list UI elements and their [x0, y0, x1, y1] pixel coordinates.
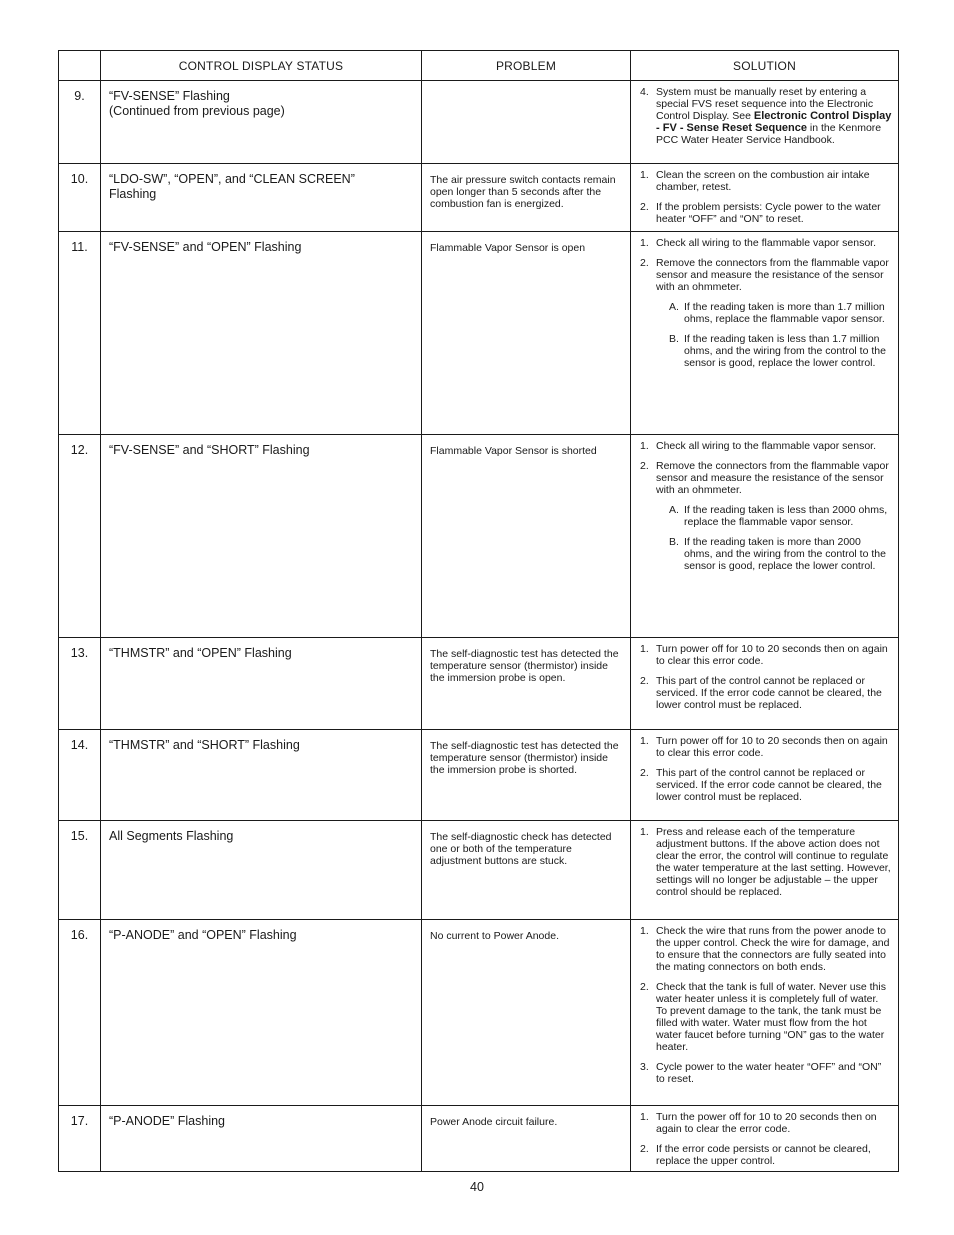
- status-line: “THMSTR” and “OPEN” Flashing: [109, 646, 292, 660]
- status-line: “FV-SENSE” and “SHORT” Flashing: [109, 443, 310, 457]
- control-display-status: [101, 821, 422, 920]
- header-solution: SOLUTION: [631, 51, 899, 81]
- solution-text-main: Turn power off for 10 to 20 seconds then on again to clear this error code.: [656, 643, 888, 667]
- solution-item: [637, 925, 892, 973]
- header-row: [59, 51, 899, 81]
- control-display-status: [101, 232, 422, 435]
- subitem-text: If the reading taken is less than 1.7 million ohms, and the wiring from the control to the sensor is good, replace the lower control.: [684, 333, 886, 369]
- subitem-text: If the reading taken is more than 2000 ohms, and the wiring from the control to the sensor is good, replace the lower control.: [684, 536, 886, 572]
- status-line: “THMSTR” and “SHORT” Flashing: [109, 738, 300, 752]
- page-number: 40: [470, 1180, 484, 1194]
- solution-reference: Electronic Control Display - FV - Sense Reset Sequence: [656, 110, 892, 134]
- table-row: [59, 435, 899, 638]
- status-line: All Segments Flashing: [109, 829, 234, 843]
- subitem-letter: A.: [669, 504, 679, 516]
- solution-item: [637, 643, 892, 667]
- solution-text-main: If the problem persists: Cycle power to the water heater “OFF” and “ON” to reset.: [656, 201, 881, 225]
- solution-cell: [631, 81, 899, 164]
- solution-text-main: Check that the tank is full of water. Never use this water heater unless it is completely full of water. To prevent damage to the tank, the tank must be filled with water. Water must flow from the hot water faucet before turning “ON” gas to the water heater.: [656, 981, 886, 1053]
- row-number: 11.: [59, 232, 101, 435]
- problem-text: [422, 81, 631, 164]
- solution-item: [637, 981, 892, 1053]
- problem-text: The air pressure switch contacts remain open longer than 5 seconds after the combustion fan is energized.: [422, 164, 631, 232]
- solution-text-main: Check all wiring to the flammable vapor sensor.: [656, 440, 877, 452]
- problem-text: Flammable Vapor Sensor is open: [422, 232, 631, 435]
- problem-text: The self-diagnostic test has detected the temperature sensor (thermistor) inside the immersion probe is open.: [422, 638, 631, 730]
- table-row: [59, 920, 899, 1106]
- solution-text-main: Turn the power off for 10 to 20 seconds then on again to clear the error code.: [656, 1111, 877, 1135]
- solution-number: 1.: [640, 925, 649, 937]
- problem-text: No current to Power Anode.: [422, 920, 631, 1106]
- subitem-letter: A.: [669, 301, 679, 313]
- solution-text: [656, 643, 892, 667]
- solution-text: [656, 169, 892, 193]
- solution-text: [656, 767, 892, 803]
- solution-text: [656, 1111, 892, 1135]
- row-number: 15.: [59, 821, 101, 920]
- solution-subitem: [666, 301, 892, 325]
- solution-cell: [631, 920, 899, 1106]
- solution-text-main: Check all wiring to the flammable vapor sensor.: [656, 237, 877, 249]
- status-line: “P-ANODE” and “OPEN” Flashing: [109, 928, 297, 942]
- control-display-status: [101, 435, 422, 638]
- status-line: “LDO-SW”, “OPEN”, and “CLEAN SCREEN”: [109, 172, 355, 186]
- solution-number: 1.: [640, 643, 649, 655]
- control-display-status: [101, 81, 422, 164]
- solution-cell: [631, 730, 899, 821]
- solution-number: 2.: [640, 981, 649, 993]
- problem-text: Power Anode circuit failure.: [422, 1106, 631, 1172]
- header-problem: PROBLEM: [422, 51, 631, 81]
- row-number: 17.: [59, 1106, 101, 1172]
- status-line: “FV-SENSE” Flashing: [109, 89, 230, 103]
- troubleshooting-table: [58, 50, 899, 1172]
- header-control-display-status: CONTROL DISPLAY STATUS: [101, 51, 422, 81]
- solution-item: [637, 767, 892, 803]
- solution-text: [656, 925, 892, 973]
- solution-text-main: Turn power off for 10 to 20 seconds then on again to clear this error code.: [656, 735, 888, 759]
- solution-number: 1.: [640, 237, 649, 249]
- solution-text: [656, 1061, 892, 1085]
- row-number: 12.: [59, 435, 101, 638]
- solution-item: [637, 1111, 892, 1135]
- solution-number: 3.: [640, 1061, 649, 1073]
- solution-number: 1.: [640, 735, 649, 747]
- solution-text: [656, 86, 892, 146]
- table-row: [59, 730, 899, 821]
- table-row: [59, 1106, 899, 1172]
- status-line: (Continued from previous page): [109, 104, 285, 118]
- row-number: 14.: [59, 730, 101, 821]
- solution-item: [637, 169, 892, 193]
- solution-subitem: [666, 536, 892, 572]
- solution-item: [637, 201, 892, 225]
- solution-item: [637, 86, 892, 146]
- solution-number: 4.: [640, 86, 649, 98]
- solution-text-main: This part of the control cannot be replaced or serviced. If the error code cannot be cleared, the lower control must be replaced.: [656, 675, 882, 711]
- solution-cell: [631, 435, 899, 638]
- table-row: [59, 232, 899, 435]
- solution-item: [637, 440, 892, 452]
- solution-item: [637, 257, 892, 369]
- solution-cell: [631, 638, 899, 730]
- table-row: [59, 821, 899, 920]
- solution-text-main: Clean the screen on the combustion air intake chamber, retest.: [656, 169, 870, 193]
- solution-text: [656, 460, 892, 572]
- solution-item: [637, 1061, 892, 1085]
- solution-text-main: Check the wire that runs from the power anode to the upper control. Check the wire for damage, and to ensure that the connectors are fully seated into the mating connectors on both ends.: [656, 925, 890, 973]
- solution-text: [656, 1143, 892, 1167]
- solution-item: [637, 675, 892, 711]
- solution-item: [637, 826, 892, 898]
- solution-text-tail: in the Kenmore PCC Water Heater Service Handbook.: [656, 122, 882, 146]
- solution-number: 1.: [640, 169, 649, 181]
- subitem-letter: B.: [669, 536, 679, 548]
- status-line: “FV-SENSE” and “OPEN” Flashing: [109, 240, 302, 254]
- solution-text: [656, 440, 892, 452]
- solution-cell: [631, 1106, 899, 1172]
- solution-text-main: Press and release each of the temperature adjustment buttons. If the above action does not clear the error, the control will continue to regulate the water temperature at the last setting. However, settings will no longer be adjustable – the upper control should be replaced.: [656, 826, 891, 898]
- solution-text: [656, 826, 892, 898]
- solution-number: 1.: [640, 440, 649, 452]
- table-row: [59, 638, 899, 730]
- table-row: [59, 164, 899, 232]
- solution-text-main: This part of the control cannot be replaced or serviced. If the error code cannot be cleared, the lower control must be replaced.: [656, 767, 882, 803]
- solution-number: 2.: [640, 767, 649, 779]
- row-number: 9.: [59, 81, 101, 164]
- subitem-text: If the reading taken is more than 1.7 million ohms, replace the flammable vapor sensor.: [684, 301, 885, 325]
- solution-number: 1.: [640, 826, 649, 838]
- control-display-status: [101, 920, 422, 1106]
- solution-subitem: [666, 504, 892, 528]
- solution-number: 2.: [640, 201, 649, 213]
- header-number: [59, 51, 101, 81]
- status-line: Flashing: [109, 187, 157, 201]
- row-number: 16.: [59, 920, 101, 1106]
- solution-subitem: [666, 333, 892, 369]
- solution-text-main: Cycle power to the water heater “OFF” and “ON” to reset.: [656, 1061, 882, 1085]
- solution-number: 1.: [640, 1111, 649, 1123]
- solution-text: [656, 257, 892, 369]
- solution-item: [637, 460, 892, 572]
- subitem-text: If the reading taken is less than 2000 ohms, replace the flammable vapor sensor.: [684, 504, 888, 528]
- solution-text: [656, 675, 892, 711]
- solution-number: 2.: [640, 1143, 649, 1155]
- problem-text: The self-diagnostic check has detected one or both of the temperature adjustment buttons are stuck.: [422, 821, 631, 920]
- solution-cell: [631, 821, 899, 920]
- solution-text-main: System must be manually reset by entering a special FVS reset sequence into the Electronic Control Display. See: [656, 86, 874, 122]
- control-display-status: [101, 1106, 422, 1172]
- control-display-status: [101, 730, 422, 821]
- solution-text: [656, 735, 892, 759]
- solution-text-main: Remove the connectors from the flammable vapor sensor and measure the resistance of the sensor with an ohmmeter.: [656, 257, 889, 293]
- solution-text: [656, 237, 892, 249]
- control-display-status: [101, 164, 422, 232]
- problem-text: The self-diagnostic test has detected the temperature sensor (thermistor) inside the immersion probe is shorted.: [422, 730, 631, 821]
- problem-text: Flammable Vapor Sensor is shorted: [422, 435, 631, 638]
- solution-item: [637, 1143, 892, 1167]
- control-display-status: [101, 638, 422, 730]
- solution-number: 2.: [640, 257, 649, 269]
- solution-number: 2.: [640, 460, 649, 472]
- solution-item: [637, 735, 892, 759]
- solution-text-main: Remove the connectors from the flammable vapor sensor and measure the resistance of the sensor with an ohmmeter.: [656, 460, 889, 496]
- row-number: 13.: [59, 638, 101, 730]
- solution-cell: [631, 164, 899, 232]
- solution-cell: [631, 232, 899, 435]
- solution-text: [656, 981, 892, 1053]
- row-number: 10.: [59, 164, 101, 232]
- status-line: “P-ANODE” Flashing: [109, 1114, 225, 1128]
- solution-text-main: If the error code persists or cannot be cleared, replace the upper control.: [656, 1143, 871, 1167]
- subitem-letter: B.: [669, 333, 679, 345]
- table-row: [59, 81, 899, 164]
- solution-number: 2.: [640, 675, 649, 687]
- solution-text: [656, 201, 892, 225]
- solution-item: [637, 237, 892, 249]
